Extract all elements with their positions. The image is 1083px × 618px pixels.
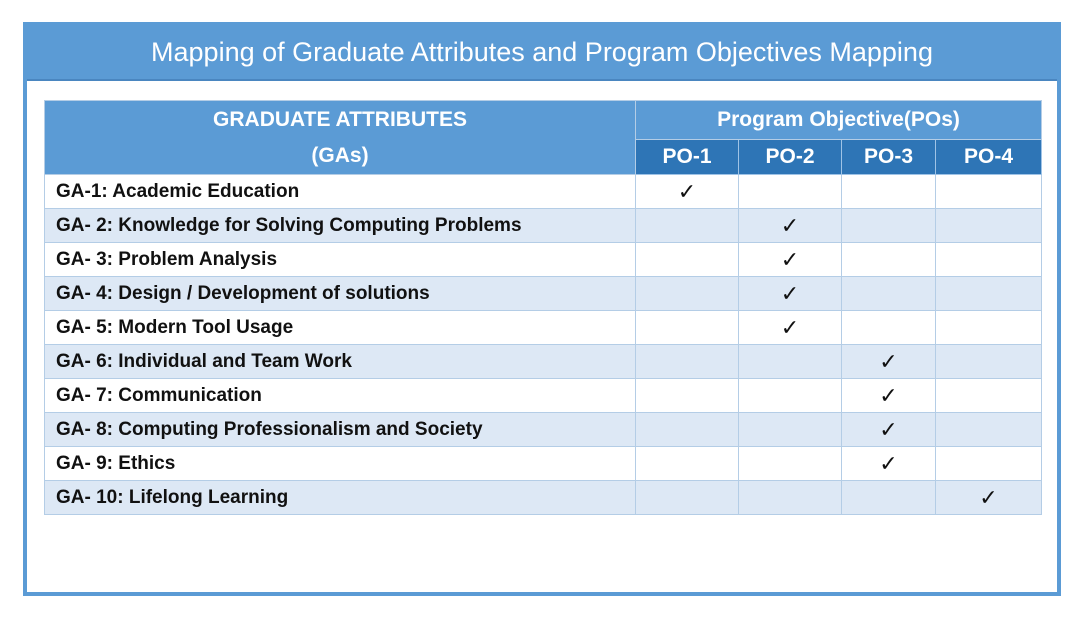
check-icon: ✓ [780, 280, 800, 306]
ga-label: GA-1: Academic Education [45, 175, 636, 209]
po-group-header: Program Objective(POs) [636, 101, 1042, 140]
table-row [45, 209, 1042, 243]
ga-label: GA- 9: Ethics [45, 447, 636, 481]
mapping-table [44, 100, 1042, 515]
po-3-header: PO-3 [842, 140, 936, 175]
table-row [45, 345, 1042, 379]
table-row [45, 379, 1042, 413]
mapping-panel [23, 22, 1061, 596]
check-icon: ✓ [979, 484, 998, 510]
po-1-cell [636, 481, 739, 515]
ga-column-header [45, 101, 636, 175]
po-2-cell [739, 481, 842, 515]
po-2-header: PO-2 [739, 140, 842, 175]
po-2-cell [739, 209, 842, 243]
po-4-header: PO-4 [936, 140, 1042, 175]
po-4-cell [936, 243, 1042, 277]
po-2-cell [739, 379, 842, 413]
check-icon: ✓ [879, 416, 898, 442]
ga-label: GA- 8: Computing Professionalism and Society [45, 413, 636, 447]
po-2-cell [739, 345, 842, 379]
po-3-cell [842, 175, 936, 209]
table-row [45, 413, 1042, 447]
po-1-cell [636, 447, 739, 481]
ga-label: GA- 10: Lifelong Learning [45, 481, 636, 515]
po-4-cell [936, 345, 1042, 379]
ga-header-line1: GRADUATE ATTRIBUTES [213, 107, 467, 131]
po-3-cell [842, 209, 936, 243]
po-2-cell [739, 175, 842, 209]
check-icon: ✓ [879, 450, 898, 476]
table-body [45, 175, 1042, 515]
check-icon: ✓ [879, 382, 898, 408]
po-3-cell [842, 413, 936, 447]
po-1-cell [636, 243, 739, 277]
check-icon: ✓ [780, 212, 800, 238]
po-4-cell [936, 277, 1042, 311]
ga-label: GA- 6: Individual and Team Work [45, 345, 636, 379]
po-1-cell [636, 345, 739, 379]
po-2-cell [739, 413, 842, 447]
po-1-cell [636, 311, 739, 345]
po-4-cell [936, 311, 1042, 345]
ga-header-line2: (GAs) [311, 143, 369, 167]
po-3-cell [842, 277, 936, 311]
check-icon: ✓ [780, 314, 800, 340]
check-icon: ✓ [780, 246, 800, 272]
po-4-cell [936, 447, 1042, 481]
check-icon: ✓ [879, 348, 898, 374]
po-1-header: PO-1 [636, 140, 739, 175]
po-3-cell [842, 243, 936, 277]
po-1-cell [636, 209, 739, 243]
po-1-cell [636, 277, 739, 311]
table-row [45, 243, 1042, 277]
po-2-cell [739, 311, 842, 345]
po-3-cell [842, 447, 936, 481]
po-2-cell [739, 277, 842, 311]
ga-label: GA- 5: Modern Tool Usage [45, 311, 636, 345]
check-icon: ✓ [677, 178, 697, 204]
table-row [45, 277, 1042, 311]
po-1-cell [636, 413, 739, 447]
po-3-cell [842, 311, 936, 345]
po-2-cell [739, 243, 842, 277]
ga-label: GA- 7: Communication [45, 379, 636, 413]
ga-label: GA- 4: Design / Development of solutions [45, 277, 636, 311]
po-3-cell [842, 481, 936, 515]
po-3-cell [842, 345, 936, 379]
po-3-cell [842, 379, 936, 413]
po-1-cell [636, 175, 739, 209]
table-row [45, 481, 1042, 515]
po-4-cell [936, 209, 1042, 243]
table-row [45, 175, 1042, 209]
ga-label: GA- 3: Problem Analysis [45, 243, 636, 277]
po-2-cell [739, 447, 842, 481]
table-row [45, 311, 1042, 345]
ga-label: GA- 2: Knowledge for Solving Computing Problems [45, 209, 636, 243]
po-4-cell [936, 481, 1042, 515]
po-4-cell [936, 175, 1042, 209]
page-title: Mapping of Graduate Attributes and Program Objectives Mapping [27, 26, 1057, 81]
po-4-cell [936, 379, 1042, 413]
po-1-cell [636, 379, 739, 413]
po-4-cell [936, 413, 1042, 447]
table-row [45, 447, 1042, 481]
